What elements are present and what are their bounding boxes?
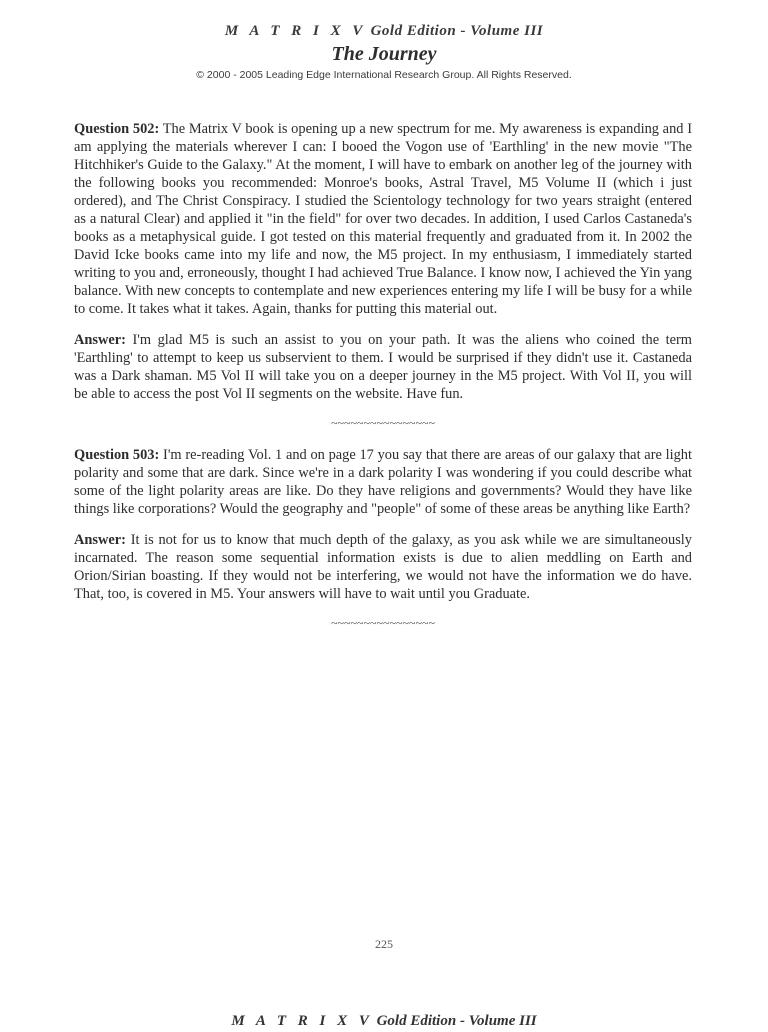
answer-text: I'm glad M5 is such an assist to you on your path. It was the aliens who coined the term 'Earthling' to attempt to keep us subservient to them. I would be surprised if they didn't use it. Castaneda was a Dark shaman. M5 Vol II will take you on a deeper journey in the M5 project. With Vol II, you will be able to access the post Vol II segments on the website. Have fun. [74, 332, 692, 402]
footer-edition-label: Gold Edition - Volume III [376, 1013, 537, 1029]
copyright-notice: © 2000 - 2005 Leading Edge International Research Group. All Rights Reserved. [196, 69, 572, 81]
section-separator: ~~~~~~~~~~~~~~~~ [331, 416, 435, 430]
edition-label: Gold Edition - Volume III [370, 23, 544, 39]
section-separator: ~~~~~~~~~~~~~~~~ [331, 616, 435, 630]
question-text: I'm re-reading Vol. 1 and on page 17 you say that there are areas of our galaxy that are light polarity and some that are dark. Since we're in a dark polarity I was wondering if you could describe what some of the light polarity areas are like. Do they have religions and governments? Would they have like things like corporations? Would the geography and "people" of some of these areas be anything like Earth? [74, 447, 692, 517]
question-paragraph [74, 446, 692, 518]
running-head [0, 20, 768, 42]
page-header [0, 20, 768, 83]
answer-label: Answer: [74, 332, 126, 348]
question-text: The Matrix V book is opening up a new spectrum for me. My awareness is expanding and I am applying the materials wherever I can: I booed the Vogon use of 'Earthling' in the new movie "The Hitchhiker's Guide to the Galaxy." At the moment, I will have to embark on another leg of the journey with the following books you recommended: Monroe's books, Astral Travel, M5 Volume II (which i just ordered), and The Christ Conspiracy. I studied the Scientology technology for two years straight (entered as a natural Clear) and applied it "in the field" for over two decades. In addition, I used Carlos Castaneda's books as a metaphysical guide. I got tested on this material frequently and graduated from it. In 2002 the David Icke books came into my life and now, the M5 project. In my enthusiasm, I immediately started writing to you and, erroneously, thought I had achieved True Balance. I know now, I achieved the Yin yang balance. With new concepts to contemplate and new experiences entering my life I will be busy for a while to come. It takes what it takes. Again, thanks for putting this material out. [74, 121, 692, 317]
series-name: M A T R I X V [224, 23, 367, 39]
page-number: 225 [375, 937, 393, 951]
page-body [74, 120, 692, 646]
question-label: Question 503: [74, 447, 160, 463]
question-paragraph [74, 120, 692, 318]
answer-paragraph [74, 531, 692, 603]
question-label: Question 502: [74, 121, 160, 137]
answer-text: It is not for us to know that much depth of the galaxy, as you ask while we are simultaneously incarnated. The reason some sequential information exists is due to alien meddling on Earth and Orion/Sirian boasting. If they would not be interfering, we would not have the information we do have. That, too, is covered in M5. Your answers will have to wait until you Graduate. [74, 532, 692, 602]
footer-series-name: M A T R I X V [231, 1013, 373, 1029]
page-footer [0, 1010, 768, 1032]
answer-paragraph [74, 331, 692, 403]
page-title: The Journey [331, 43, 437, 65]
answer-label: Answer: [74, 532, 126, 548]
